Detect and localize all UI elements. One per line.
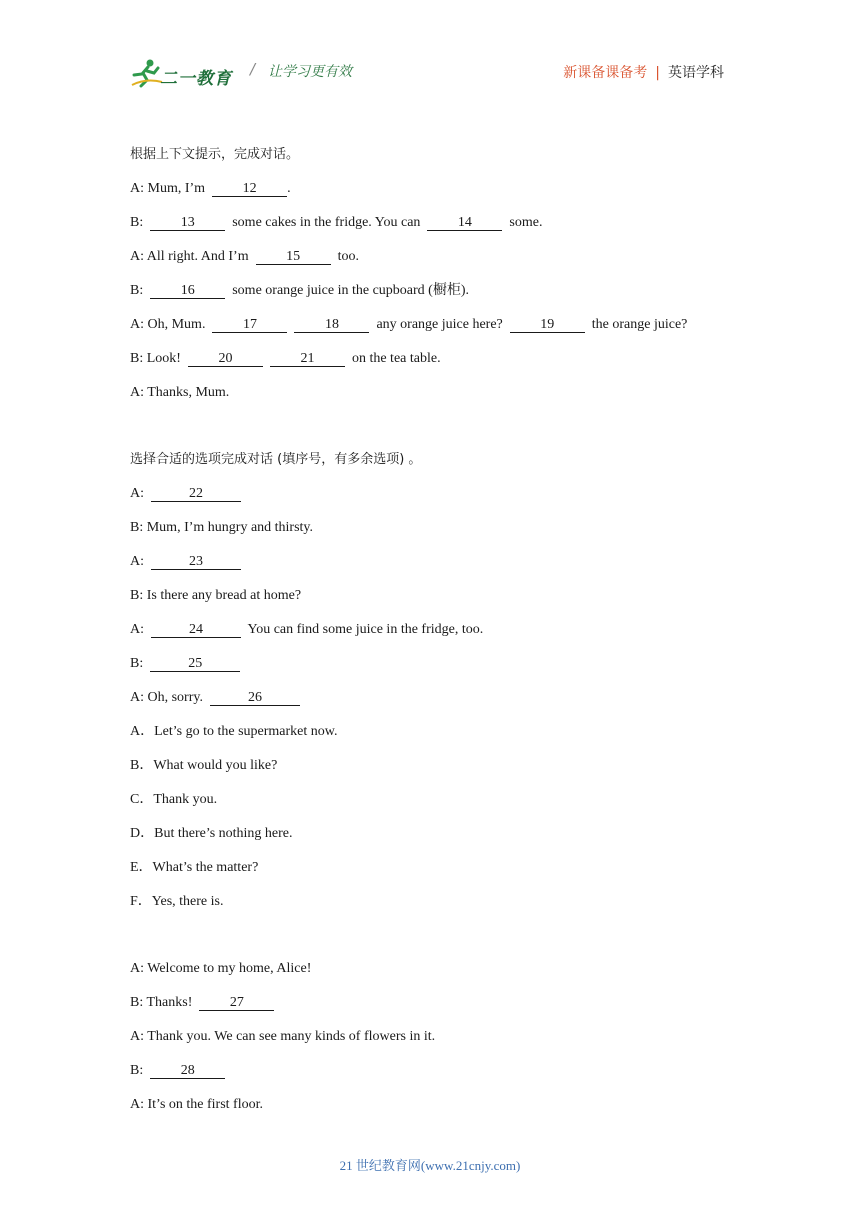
answer-blank: 15	[256, 249, 331, 265]
header-right	[563, 62, 724, 82]
dialogue-line	[130, 282, 750, 316]
line-text: some orange juice in the cupboard (橱柜).	[232, 283, 469, 298]
header-slash: /	[250, 60, 256, 78]
answer-blank: 25	[150, 656, 240, 672]
dialogue-line	[130, 960, 750, 994]
dialogue-line	[130, 248, 750, 282]
dialogue-line	[130, 316, 750, 350]
line-text: A: It’s on the first floor.	[130, 1097, 263, 1112]
answer-blank: 24	[151, 622, 241, 638]
page-header	[130, 52, 730, 92]
worksheet-content	[130, 146, 750, 1130]
line-text: B: Thanks!	[130, 995, 193, 1010]
option-item: C．Thank you.	[130, 792, 218, 807]
runner-icon	[130, 58, 164, 88]
answer-blank: 26	[210, 690, 300, 706]
dialogue-line	[130, 1062, 750, 1096]
header-separator: |	[655, 65, 660, 81]
line-text: some cakes in the fridge. You can	[232, 215, 421, 230]
page-footer[interactable]: 21 世纪教育网(www.21cnjy.com)	[339, 1158, 521, 1173]
header-subject: 英语学科	[668, 65, 724, 81]
answer-blank: 22	[151, 486, 241, 502]
dialogue-line	[130, 994, 750, 1028]
dialogue-line	[130, 519, 750, 553]
header-slogan: 让学习更有效	[268, 64, 352, 80]
answer-blank: 23	[151, 554, 241, 570]
section2-instruction: 选择合适的选项完成对话 (填序号，有多余选项) 。	[130, 452, 422, 467]
answer-blank: 19	[510, 317, 585, 333]
option-item: D．But there’s nothing here.	[130, 826, 293, 841]
line-text: on the tea table.	[351, 351, 441, 366]
dialogue-line	[130, 689, 750, 723]
line-text: A: Oh, sorry.	[130, 690, 203, 705]
line-text: the orange juice?	[591, 317, 688, 332]
line-text: A:	[130, 554, 144, 569]
logo-text: 二一教育	[160, 69, 232, 89]
option-item: B．What would you like?	[130, 758, 278, 773]
dialogue-line	[130, 1028, 750, 1062]
line-text: A:	[130, 622, 144, 637]
line-text: You can find some juice in the fridge, too.	[247, 622, 484, 637]
answer-blank: 14	[427, 215, 502, 231]
line-text: A: All right. And I’m	[130, 249, 249, 264]
line-text: B:	[130, 656, 144, 671]
dialogue-line	[130, 621, 750, 655]
answer-blank: 16	[150, 283, 225, 299]
dialogue-line	[130, 214, 750, 248]
answer-blank: 13	[150, 215, 225, 231]
line-text: A: Welcome to my home, Alice!	[130, 961, 312, 976]
dialogue-line	[130, 180, 750, 214]
option-item: A．Let’s go to the supermarket now.	[130, 724, 338, 739]
dialogue-line	[130, 587, 750, 621]
dialogue-line	[130, 655, 750, 689]
line-text: A: Thank you. We can see many kinds of flowers in it.	[130, 1029, 436, 1044]
dialogue-line	[130, 485, 750, 519]
answer-blank: 27	[199, 995, 274, 1011]
dialogue-line	[130, 384, 750, 418]
line-text: too.	[337, 249, 360, 264]
option-item: F．Yes, there is.	[130, 894, 224, 909]
line-text: B:	[130, 1063, 144, 1078]
header-highlight: 新课备课备考	[563, 65, 648, 81]
dialogue-line	[130, 1096, 750, 1130]
line-text: B: Look!	[130, 351, 181, 366]
answer-blank: 17	[212, 317, 287, 333]
dialogue-line	[130, 553, 750, 587]
line-text: .	[287, 181, 291, 196]
brand-logo	[130, 58, 242, 88]
dialogue-line	[130, 350, 750, 384]
line-text: B: Mum, I’m hungry and thirsty.	[130, 520, 314, 535]
line-text: A: Oh, Mum.	[130, 317, 206, 332]
line-text: B:	[130, 283, 144, 298]
answer-blank: 21	[270, 351, 345, 367]
line-text: some.	[509, 215, 543, 230]
answer-blank: 20	[188, 351, 263, 367]
answer-blank: 18	[294, 317, 369, 333]
answer-blank: 12	[212, 181, 287, 197]
section1-instruction: 根据上下文提示，完成对话。	[130, 147, 300, 162]
line-text: A: Mum, I’m	[130, 181, 206, 196]
option-item: E．What’s the matter?	[130, 860, 259, 875]
line-text: B: Is there any bread at home?	[130, 588, 302, 603]
line-text: A:	[130, 486, 144, 501]
answer-blank: 28	[150, 1063, 225, 1079]
line-text: any orange juice here?	[376, 317, 503, 332]
line-text: A: Thanks, Mum.	[130, 385, 230, 400]
line-text: B:	[130, 215, 144, 230]
